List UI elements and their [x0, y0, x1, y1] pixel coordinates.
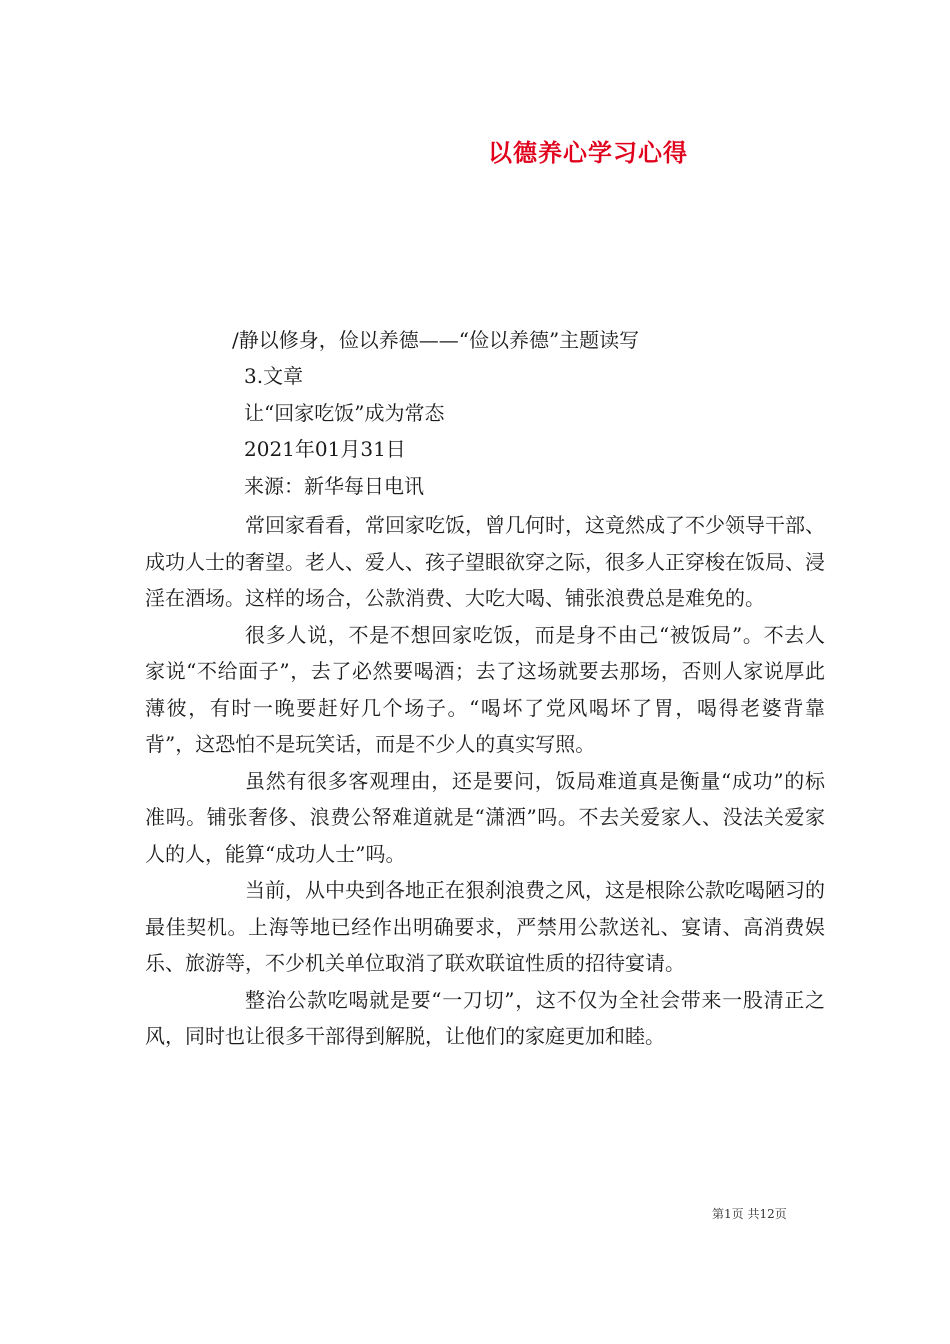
- article-body: [145, 507, 825, 1055]
- page-title: 以德养心学习心得: [488, 138, 688, 167]
- meta-source: 来源：新华每日电讯: [244, 474, 424, 498]
- paragraph: 常回家看看，常回家吃饭，曾几何时，这竟然成了不少领导干部、成功人士的奢望。老人、爱人、孩子望眼欲穿之际，很多人正穿梭在饭局、浸淫在酒场。这样的场合，公款消费、大吃大喝、铺张浪费总是难免的。: [145, 513, 825, 610]
- meta-date: 2021年01月31日: [244, 437, 406, 461]
- paragraph: 整治公款吃喝就是要“一刀切”，这不仅为全社会带来一股清正之风，同时也让很多干部得到解脱，让他们的家庭更加和睦。: [145, 987, 825, 1048]
- meta-subject-line: /静以修身，俭以养德——“俭以养德”主题读写: [232, 328, 640, 352]
- page-number-footer: 第1页 共12页: [712, 1207, 787, 1221]
- meta-article-title: 让“回家吃饭”成为常态: [244, 401, 445, 425]
- paragraph: 虽然有很多客观理由，还是要问，饭局难道真是衡量“成功”的标准吗。铺张奢侈、浪费公帑难道就是“潇洒”吗。不去关爱家人、没法关爱家人的人，能算“成功人士”吗。: [145, 768, 825, 866]
- paragraph: 很多人说，不是不想回家吃饭，而是身不由己“被饭局”。不去人家说“不给面子”，去了必然要喝酒；去了这场就要去那场，否则人家说厚此薄彼，有时一晚要赶好几个场子。“喝坏了党风喝坏了胃，喝得老婆背靠背”，这恐怕不是玩笑话，而是不少人的真实写照。: [145, 622, 825, 756]
- meta-section-line: 3.文章: [244, 364, 304, 388]
- paragraph: 当前，从中央到各地正在狠刹浪费之风，这是根除公款吃喝陋习的最佳契机。上海等地已经作出明确要求，严禁用公款送礼、宴请、高消费娱乐、旅游等，不少机关单位取消了联欢联谊性质的招待宴请。: [145, 878, 825, 975]
